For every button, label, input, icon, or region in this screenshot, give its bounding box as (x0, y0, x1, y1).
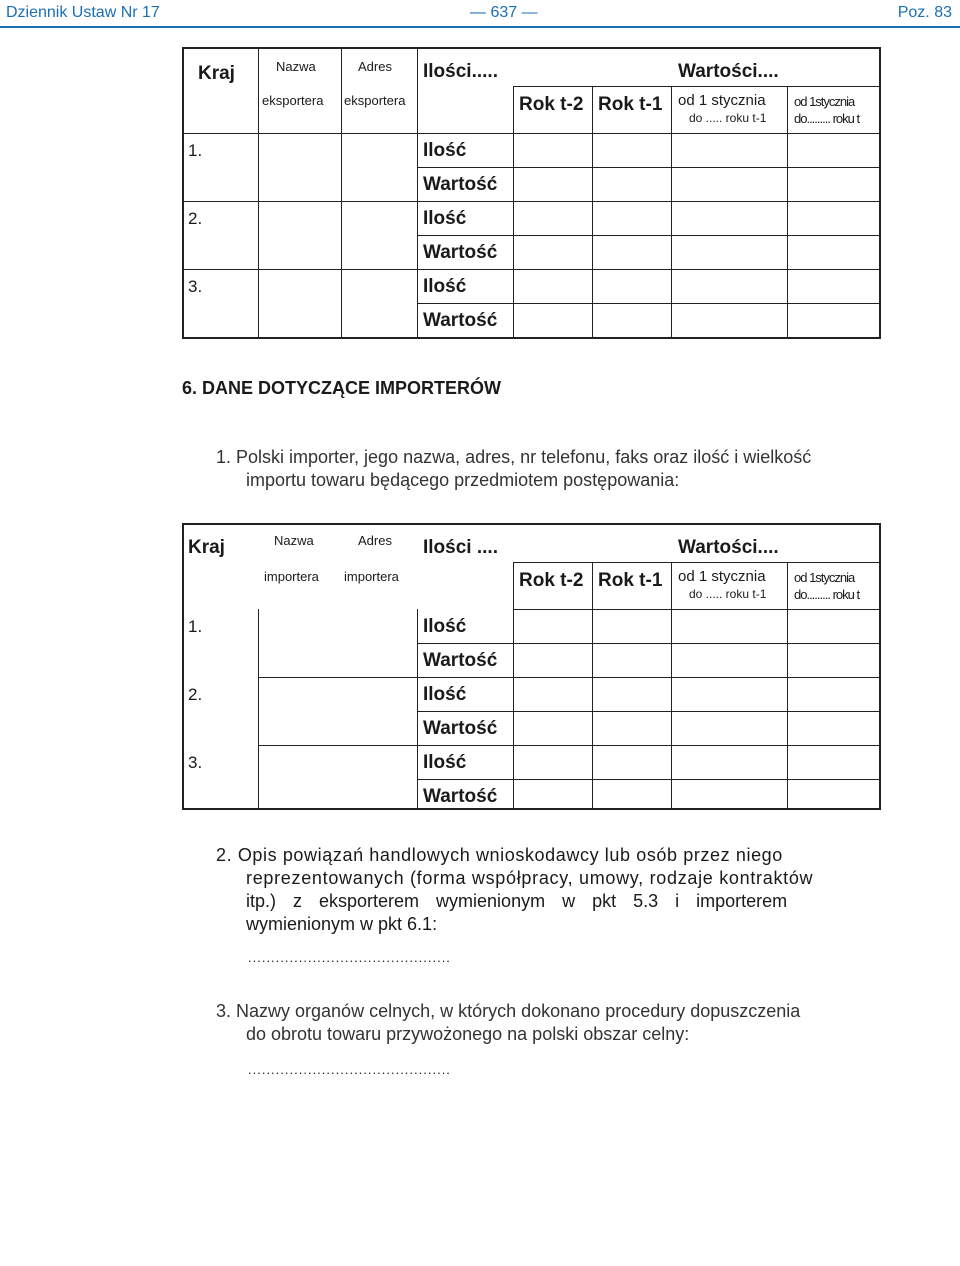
row-wartosc: Wartość (423, 786, 498, 807)
header-rok-t1: Rok t-1 (598, 570, 663, 591)
journal-title: Dziennik Ustaw Nr 17 (6, 4, 160, 21)
item2-line4: wymienionym w pkt 6.1: (246, 914, 438, 934)
row-ilosc: Ilość (423, 616, 467, 637)
row-number: 2. (188, 685, 203, 704)
header-wartosci: Wartości.... (678, 61, 779, 82)
table-divider (513, 86, 879, 87)
item3-line2: do obrotu towaru przywożonego na polski obszar celny: (246, 1024, 690, 1044)
table-divider (417, 49, 418, 337)
header-rule (0, 26, 960, 28)
header-adres-sub: eksportera (344, 93, 406, 108)
row-ilosc: Ilość (423, 208, 467, 229)
page-number: — 637 — (470, 4, 538, 21)
row-number: 1. (188, 617, 203, 636)
row-ilosc: Ilość (423, 684, 467, 705)
table-divider (417, 303, 879, 304)
table-divider (341, 49, 342, 337)
table-divider (258, 745, 879, 746)
table-divider (787, 86, 788, 337)
item1-line2: importu towaru będącego przedmiotem postępowania: (246, 470, 680, 490)
table-divider (417, 167, 879, 168)
row-ilosc: Ilość (423, 752, 467, 773)
header-od-stycznia-cumulative: od 1stycznia (794, 570, 855, 585)
item1-line1: 1. Polski importer, jego nazwa, adres, nr telefonu, faks oraz ilość i wielkość (216, 447, 812, 467)
header-do-roku-t: do......... roku t (794, 111, 860, 126)
item2-line3: itp.) z eksporterem wymienionym w pkt 5.3 i importerem (246, 891, 788, 911)
row-ilosc: Ilość (423, 276, 467, 297)
item2-fill-line: ............................................ (248, 950, 451, 965)
table-divider (184, 133, 879, 134)
header-rok-t2: Rok t-2 (519, 570, 584, 591)
table-divider (671, 562, 672, 808)
row-number: 3. (188, 277, 203, 296)
header-od-stycznia-cumulative: od 1stycznia (794, 94, 855, 109)
header-nazwa-sub: importera (264, 569, 319, 584)
row-number: 3. (188, 753, 203, 772)
header-adres-sub: importera (344, 569, 399, 584)
header-adres: Adres (358, 59, 392, 74)
header-kraj: Kraj (188, 537, 225, 558)
row-wartosc: Wartość (423, 650, 498, 671)
header-adres: Adres (358, 533, 392, 548)
header-kraj: Kraj (198, 63, 235, 84)
table-divider (592, 86, 593, 337)
table-divider (513, 86, 514, 337)
row-wartosc: Wartość (423, 718, 498, 739)
exporters-table (182, 47, 881, 339)
row-number: 2. (188, 209, 203, 228)
table-divider (787, 562, 788, 808)
row-wartosc: Wartość (423, 242, 498, 263)
header-wartosci: Wartości.... (678, 537, 779, 558)
table-divider (258, 609, 259, 808)
table-divider (258, 49, 259, 337)
header-nazwa-sub: eksportera (262, 93, 324, 108)
item3-line1: 3. Nazwy organów celnych, w których dokonano procedury dopuszczenia (216, 1001, 801, 1021)
table-divider (513, 609, 879, 610)
header-ilosci: Ilości .... (423, 537, 498, 558)
importers-table (182, 523, 881, 810)
row-number: 1. (188, 141, 203, 160)
header-nazwa: Nazwa (274, 533, 314, 548)
header-rok-t1: Rok t-1 (598, 94, 663, 115)
table-divider (184, 269, 879, 270)
table-divider (513, 562, 514, 808)
section-title: 6. DANE DOTYCZĄCE IMPORTERÓW (182, 378, 502, 398)
header-rok-t2: Rok t-2 (519, 94, 584, 115)
position-number: Poz. 83 (897, 4, 952, 21)
header-ilosci: Ilości..... (423, 61, 498, 82)
table-divider (417, 235, 879, 236)
item2-line2: reprezentowanych (forma współpracy, umowy, rodzaje kontraktów (246, 868, 814, 888)
table-divider (258, 677, 879, 678)
header-od-stycznia: od 1 stycznia (678, 92, 766, 109)
table-divider (671, 86, 672, 337)
row-wartosc: Wartość (423, 310, 498, 331)
header-od-stycznia: od 1 stycznia (678, 568, 766, 585)
table-divider (417, 779, 879, 780)
item2-line1: 2. Opis powiązań handlowych wnioskodawcy lub osób przez niego (216, 845, 783, 865)
header-do-roku-t: do......... roku t (794, 587, 860, 602)
table-divider (513, 562, 879, 563)
item3-fill-line: ............................................ (248, 1062, 451, 1077)
row-wartosc: Wartość (423, 174, 498, 195)
header-do-roku-t1: do ..... roku t-1 (689, 111, 767, 125)
page-header (0, 0, 960, 28)
table-divider (592, 562, 593, 808)
table-divider (417, 711, 879, 712)
table-divider (184, 201, 879, 202)
row-ilosc: Ilość (423, 140, 467, 161)
table-divider (417, 643, 879, 644)
header-do-roku-t1: do ..... roku t-1 (689, 587, 767, 601)
header-nazwa: Nazwa (276, 59, 316, 74)
